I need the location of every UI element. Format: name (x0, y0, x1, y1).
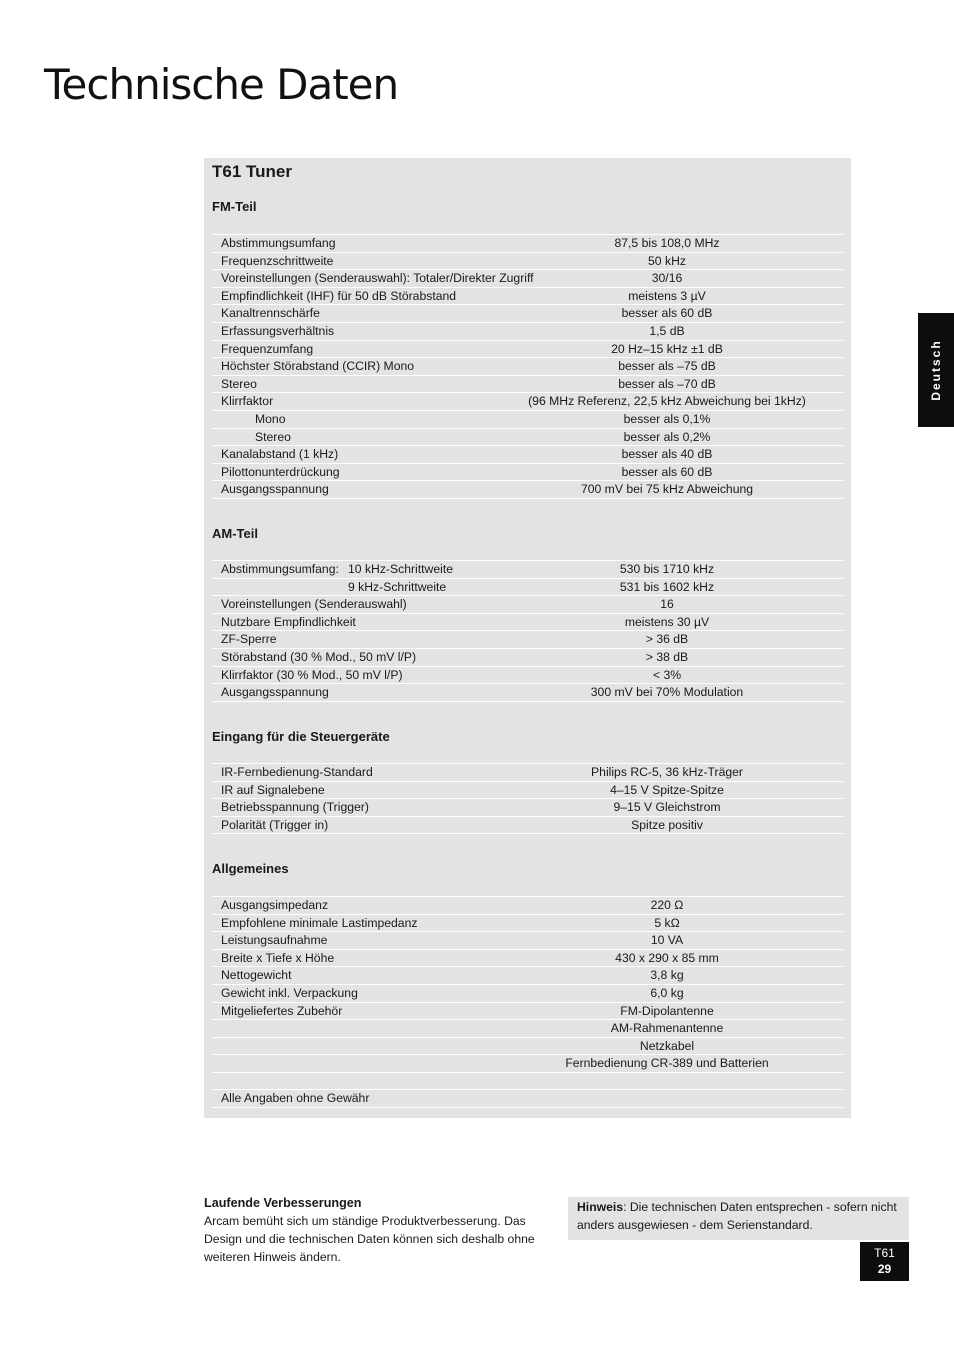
spec-value: besser als 0,1% (623, 411, 711, 426)
spec-value: besser als –75 dB (618, 359, 716, 374)
spec-label: IR-Fernbedienung-Standard (221, 765, 373, 779)
spec-value: FM-Dipolantenne (620, 1003, 714, 1018)
spec-row (212, 341, 843, 359)
spec-row (212, 932, 843, 950)
spec-value: > 36 dB (645, 632, 689, 647)
spec-value: 430 x 290 x 85 mm (615, 950, 719, 965)
spec-row (212, 270, 843, 288)
spec-label: Abstimmungsumfang (221, 236, 336, 250)
spec-label: Mitgeliefertes Zubehör (221, 1003, 343, 1018)
improvements-heading: Laufende Verbesserungen (204, 1196, 362, 1210)
section-heading-general: Allgemeines (212, 861, 289, 876)
spec-row (212, 253, 843, 271)
spec-value: 531 bis 1602 kHz (619, 579, 715, 594)
spec-value: besser als 0,2% (623, 429, 711, 444)
spec-value: besser als 40 dB (621, 447, 713, 462)
section-heading-am: AM-Teil (212, 526, 258, 541)
page-number-box (860, 1242, 909, 1281)
spec-row (212, 614, 843, 632)
spec-label: Ausgangsimpedanz (221, 898, 329, 912)
spec-row (212, 288, 843, 306)
spec-value: 16 (660, 597, 674, 612)
am-spec-table (212, 560, 843, 702)
spec-row (212, 579, 843, 597)
disclaimer-text: Alle Angaben ohne Gewähr (221, 1091, 370, 1105)
hinweis-text: : Die technischen Daten entsprechen - sofern nicht anders ausgewiesen - dem Serienstandard. (577, 1200, 897, 1232)
spec-row (212, 967, 843, 985)
spec-label: Klirrfaktor (221, 394, 274, 409)
spec-label: Störabstand (30 % Mod., 50 mV l/P) (221, 649, 417, 664)
spec-row (212, 561, 843, 579)
spec-value: 220 Ω (650, 898, 684, 912)
spec-row (212, 305, 843, 323)
general-spec-table (212, 896, 843, 1073)
spec-value: 700 mV bei 75 kHz Abweichung (580, 482, 754, 497)
spec-row (212, 782, 843, 800)
spec-row (212, 985, 843, 1003)
spec-label: Breite x Tiefe x Höhe (221, 950, 335, 965)
spec-row (212, 915, 843, 933)
spec-label: Nutzbare Empfindlichkeit (221, 614, 356, 629)
page-number: 29 (877, 1262, 892, 1276)
spec-label: Stereo (255, 429, 291, 444)
spec-value: 10 VA (650, 933, 684, 948)
page-title: Technische Daten (44, 60, 399, 109)
spec-row (212, 429, 843, 447)
spec-label: IR auf Signalebene (221, 782, 325, 797)
section-heading-control: Eingang für die Steuergeräte (212, 729, 390, 744)
spec-value: 3,8 kg (650, 968, 684, 983)
spec-label: Mono (255, 411, 286, 426)
spec-value: 30/16 (651, 271, 683, 286)
spec-value: 50 kHz (648, 253, 686, 268)
spec-label: Abstimmungsumfang: (221, 562, 339, 576)
spec-value: besser als –70 dB (618, 376, 716, 391)
spec-value: 20 Hz–15 kHz ±1 dB (611, 341, 723, 356)
spec-value: meistens 3 µV (628, 288, 706, 303)
spec-row (212, 446, 843, 464)
spec-row (212, 376, 843, 394)
spec-row (212, 799, 843, 817)
spec-value: AM-Rahmenantenne (610, 1021, 724, 1036)
spec-value: besser als 60 dB (621, 464, 713, 479)
spec-row (212, 393, 843, 411)
spec-label: Kanaltrennschärfe (221, 306, 320, 321)
fm-spec-table (212, 234, 843, 499)
spec-label: Voreinstellungen (Senderauswahl): Totaler/Direkter Zugriff (221, 271, 534, 286)
spec-label: ZF-Sperre (221, 632, 277, 647)
spec-sublabel: 10 kHz-Schrittweite (348, 562, 453, 576)
spec-row (212, 235, 843, 253)
spec-sublabel: 9 kHz-Schrittweite (348, 579, 447, 594)
spec-row (212, 323, 843, 341)
spec-panel (204, 158, 851, 1118)
improvements-note (204, 1194, 544, 1266)
spec-value: 87,5 bis 108,0 MHz (614, 236, 720, 250)
spec-label: Ausgangsspannung (221, 685, 329, 700)
spec-row (212, 684, 843, 702)
spec-value: Spitze positiv (631, 817, 703, 832)
spec-label: Ausgangsspannung (221, 482, 329, 497)
spec-row (212, 596, 843, 614)
spec-label: Nettogewicht (221, 968, 292, 983)
spec-value: 530 bis 1710 kHz (619, 562, 715, 576)
spec-label: Pilottonunterdrückung (221, 464, 340, 479)
model-label: T61 (874, 1246, 895, 1260)
spec-value: Fernbedienung CR-389 und Batterien (565, 1056, 769, 1071)
spec-row (212, 764, 843, 782)
spec-row (212, 1020, 843, 1038)
improvements-text: Arcam bemüht sich um ständige Produktverbesserung. Das Design und die technischen Daten können sich deshalb ohne weiteren Hinweis ändern. (204, 1214, 535, 1264)
spec-label: Gewicht inkl. Verpackung (221, 985, 358, 1000)
spec-label: Höchster Störabstand (CCIR) Mono (221, 359, 415, 374)
spec-value: 9–15 V Gleichstrom (613, 800, 721, 815)
spec-label: Frequenzumfang (221, 341, 314, 356)
spec-label: Leistungsaufnahme (221, 933, 328, 948)
spec-value: besser als 60 dB (621, 306, 713, 321)
spec-value: 4–15 V Spitze-Spitze (610, 782, 724, 797)
spec-label: Empfohlene minimale Lastimpedanz (221, 915, 418, 930)
spec-row (212, 897, 843, 915)
spec-value: (96 MHz Referenz, 22,5 kHz Abweichung bei 1kHz) (528, 394, 806, 409)
spec-label: Frequenzschrittweite (221, 253, 334, 268)
spec-label: Empfindlichkeit (IHF) für 50 dB Störabstand (221, 288, 457, 303)
disclaimer-table (212, 1089, 843, 1108)
language-tab-label: Deutsch (929, 339, 943, 401)
spec-row (212, 817, 843, 835)
section-heading-fm: FM-Teil (212, 199, 257, 214)
hinweis-box (568, 1197, 909, 1240)
hinweis-label: Hinweis (577, 1200, 624, 1214)
spec-value: < 3% (652, 667, 682, 682)
spec-value: 6,0 kg (650, 985, 684, 1000)
spec-label: Klirrfaktor (30 % Mod., 50 mV l/P) (221, 667, 403, 682)
spec-value: 1,5 dB (649, 323, 685, 338)
spec-row (212, 464, 843, 482)
spec-row (212, 411, 843, 429)
spec-label: Kanalabstand (1 kHz) (221, 447, 339, 462)
spec-row (212, 631, 843, 649)
spec-row (212, 1038, 843, 1056)
spec-label: Stereo (221, 376, 257, 391)
spec-row (212, 667, 843, 685)
spec-row (212, 481, 843, 499)
spec-row (212, 1003, 843, 1021)
spec-value: 5 kΩ (654, 915, 680, 930)
product-title: T61 Tuner (212, 162, 292, 181)
disclaimer-row (212, 1090, 843, 1108)
spec-value: > 38 dB (645, 649, 689, 664)
control-spec-table (212, 763, 843, 834)
spec-row (212, 358, 843, 376)
spec-value: 300 mV bei 70% Modulation (590, 685, 744, 700)
spec-label: Polarität (Trigger in) (221, 817, 329, 832)
spec-label: Erfassungsverhältnis (221, 323, 335, 338)
spec-value: Philips RC-5, 36 kHz-Träger (591, 765, 743, 779)
spec-value: Netzkabel (639, 1038, 695, 1053)
spec-row (212, 1055, 843, 1073)
language-tab (918, 313, 954, 427)
spec-label: Voreinstellungen (Senderauswahl) (221, 597, 407, 612)
spec-row (212, 649, 843, 667)
spec-value: meistens 30 µV (624, 614, 710, 629)
spec-row (212, 950, 843, 968)
spec-label: Betriebsspannung (Trigger) (221, 800, 369, 815)
